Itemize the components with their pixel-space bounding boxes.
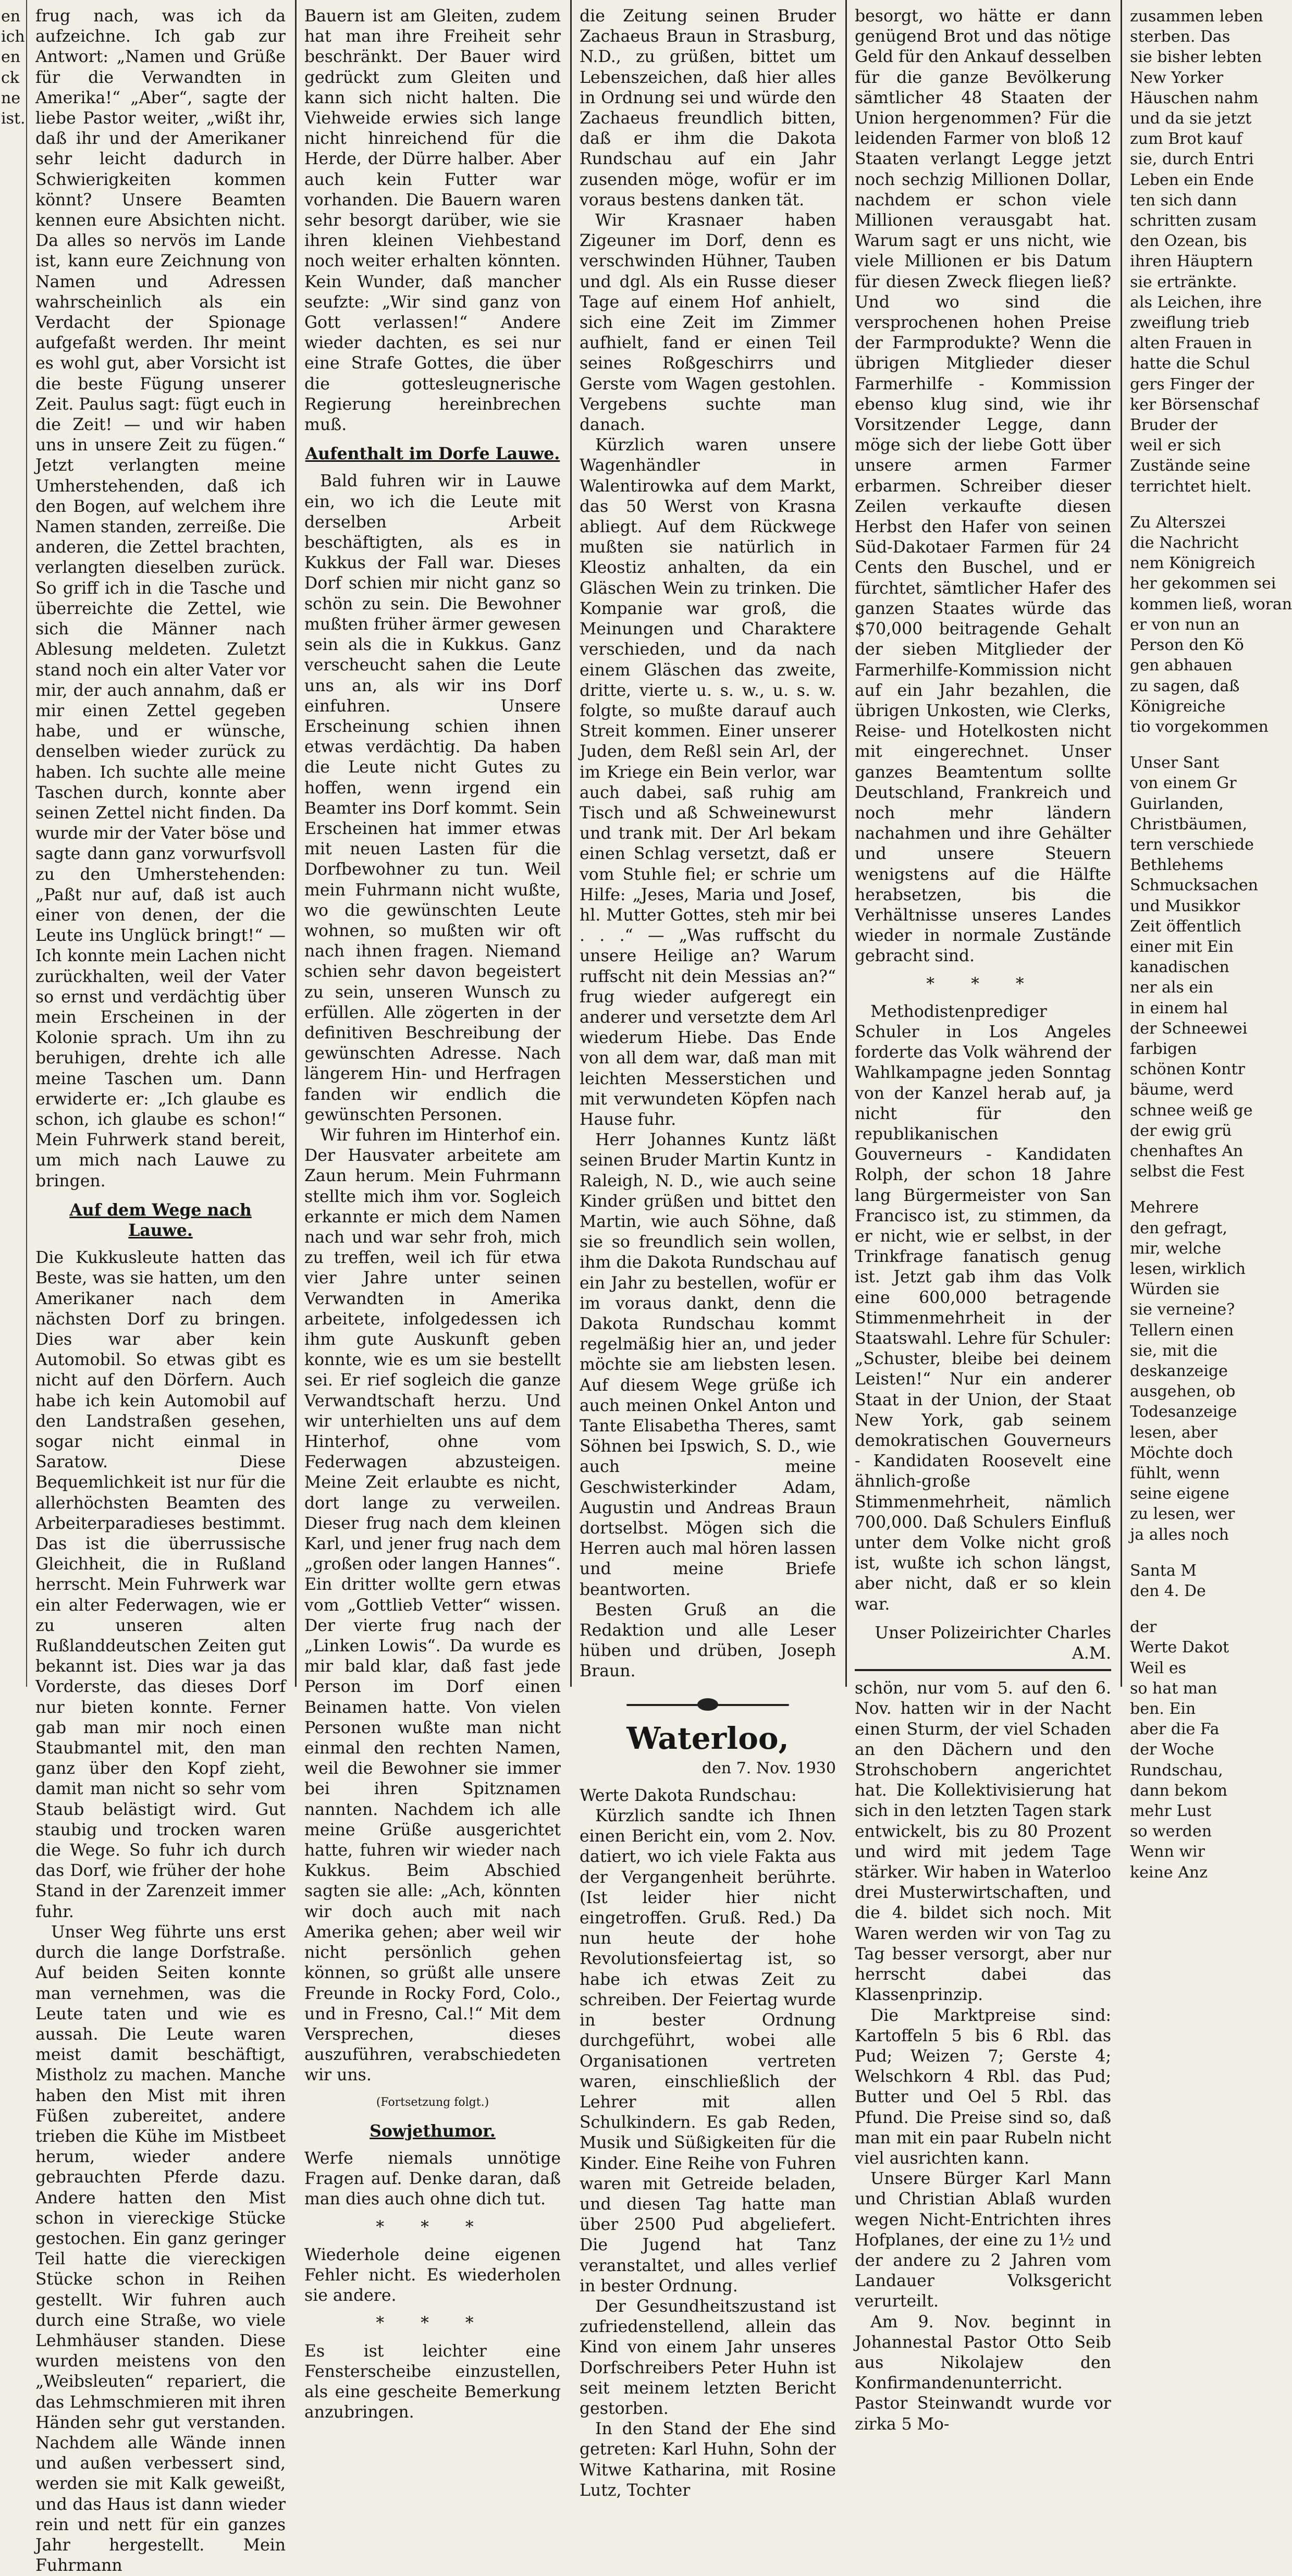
column-fragment-line: keine Anz	[1130, 1863, 1208, 1882]
column-fragment-line: ihren Häuptern	[1130, 252, 1253, 271]
column-fragment-line: als Leichen, ihre	[1130, 293, 1262, 312]
column-fragment-line: gers Finger der	[1130, 375, 1254, 394]
column-fragment-line: farbigen	[1130, 1039, 1197, 1058]
article-column-5-fragments	[1123, 0, 1292, 1882]
column-fragment-line: die Nachricht	[1130, 534, 1239, 553]
column-fragment-line: her gekommen sei	[1130, 574, 1276, 593]
column-fragment-line: zu lesen, wer	[1130, 1505, 1235, 1524]
humor-item: Werfe niemals unnötige Fragen auf. Denke daran, daß man dies auch ohne dich tut.	[304, 2149, 561, 2209]
letter-salutation: Werte Dakota Rundschau:	[580, 1786, 797, 1805]
column-fragment-line: ben. Ein	[1130, 1700, 1196, 1719]
double-rule	[855, 1669, 1111, 1671]
ornament-divider	[580, 1697, 836, 1712]
column-fragment-line: lesen, aber	[1130, 1423, 1218, 1442]
column-fragment-line: Zustände seine	[1130, 457, 1251, 475]
column-fragment-line: und da sie jetzt	[1130, 109, 1252, 128]
column-fragment-line: zu sagen, daß	[1130, 677, 1240, 695]
article-paragraph: Wir Krasnaer haben Zigeuner im Dorf, denn es verschwinden Hühner, Tauben und dgl. Als ein Russe dieser Tage auf einem Hof anhielt, sich eine Zeit im Zimmer aufhielt, fand er einen Teil seines Roßgeschirrs und Gerste vom Wagen gestohlen. Vergebens suchte man danach.	[580, 211, 836, 435]
column-rule	[26, 0, 27, 1687]
column-fragment-line: der	[1130, 1618, 1157, 1637]
column-fragment-line: Todesanzeige	[1130, 1403, 1237, 1421]
column-rule	[1121, 0, 1122, 1687]
column-fragment-line: ten sich dann	[1130, 191, 1237, 210]
author-signature: Unser Polizeirichter Charles A.M.	[875, 1623, 1111, 1663]
column-fragment-line: gen abhauen	[1130, 656, 1233, 675]
article-paragraph: Die Marktpreise sind: Kartoffeln 5 bis 6 Rbl. das Pud; Weizen 7; Gerste 4; Welschkorn 4 Rbl. das Pud; Butter und Oel 5 Rbl. das Pfund. Die Preise sind so, daß man mit ein paar Rubeln nicht viel ausrichten kann.	[855, 2006, 1111, 2168]
column-fragment-line: schönen Kontr	[1130, 1060, 1245, 1079]
article-column-1	[28, 0, 293, 2575]
left-margin-fragments	[0, 0, 24, 1687]
column-fragment-line: sie, mit die	[1130, 1341, 1218, 1360]
column-fragment-line: Königreiche	[1130, 697, 1226, 716]
humor-item: Wiederhole deine eigenen Fehler nicht. Es wiederholen sie andere.	[304, 2245, 561, 2305]
column-fragment-line: den Ozean, bis	[1130, 232, 1247, 251]
column-fragment-line: Weil es	[1130, 1659, 1187, 1677]
article-paragraph: Der Gesundheitszustand ist zufriedenstellend, allein das Kind von einem Jahr unseres Dorfschreibers Peter Huhn ist seit meinem letzten Bericht gestorben.	[580, 2297, 836, 2418]
column-rule	[295, 0, 297, 1687]
column-fragment-line: Würden sie	[1130, 1280, 1220, 1299]
article-paragraph: Unsere Bürger Karl Mann und Christian Ablaß wurden wegen Nicht-Entrichten ihres Hofplanes, der eine zu 1½ und der andere zu 2 Jahren vom Landauer Volksgericht verurteilt.	[855, 2169, 1111, 2311]
column-fragment-line: sie ertränkte.	[1130, 273, 1237, 291]
column-fragment-line: Guirlanden,	[1130, 794, 1224, 813]
column-fragment-line: lesen, wirklich	[1130, 1259, 1246, 1278]
column-fragment-line: weil er sich	[1130, 436, 1221, 455]
column-fragment-line: Mehrere	[1130, 1198, 1199, 1217]
section-heading: Aufenthalt im Dorfe Lauwe.	[305, 444, 560, 464]
margin-fragment: en	[1, 48, 21, 67]
column-fragment-line: seine eigene	[1130, 1485, 1229, 1503]
column-fragment-line: kanadischen	[1130, 958, 1229, 977]
column-fragment-line: Tellern einen	[1130, 1321, 1234, 1340]
column-fragment-line: so werden	[1130, 1822, 1212, 1841]
column-rule	[570, 0, 572, 1687]
section-heading: Sowjethumor.	[370, 2121, 496, 2141]
article-paragraph: Bauern ist am Gleiten, zudem hat man ihre Freiheit sehr beschränkt. Der Bauer wird gedrückt zum Gleiten und kann sich nicht halten. Die Viehweide erwies sich lange nicht hinreichend für die Herde, der Dürre halber. Aber auch kein Futter war vorhanden. Die Bauern waren sehr besorgt darüber, wie sie ihren kleinen Viehbestand noch weiter erhalten könnten. Kein Wunder, daß mancher seufzte: „Wir sind ganz von Gott verlassen!“ Andere wieder dachten, es sei nur eine Strafe Gottes, die über die gottesleugnerische Regierung hereinbrechen muß.	[304, 7, 561, 435]
column-fragment-line: zusammen leben	[1130, 7, 1263, 26]
continued-note: (Fortsetzung folgt.)	[376, 2095, 489, 2109]
column-fragment-line: mehr Lust	[1130, 1802, 1212, 1821]
separator-stars: * * *	[926, 974, 1040, 993]
column-fragment-line: Christbäumen,	[1130, 815, 1248, 833]
column-fragment-line: Person den Kö	[1130, 636, 1244, 655]
column-fragment-line: Santa M	[1130, 1561, 1197, 1580]
column-fragment-line: der Schneewei	[1130, 1019, 1248, 1038]
article-paragraph: besorgt, wo hätte er dann genügend Brot und das nötige Geld für den Ankauf desselben für die ganze Bevölkerung sämtlicher 48 Staaten der Union hergenommen? Für die leidenden Farmer von bloß 12 Staaten verlangt Legge jetzt noch sechzig Millionen Dollar, nachdem er schon viele Millionen verausgabt hat. Warum sagt er uns nicht, wie viele Millionen er bis Datum für diesen Zweck fliegen ließ? Und wo sind die versprochenen hohen Preise der Farmprodukte? Wenn die übrigen Mitglieder dieser Farmerhilfe - Kommission ebenso klug sind, wie ihr Vorsitzender Legge, dann möge sich der liebe Gott über unsere armen Farmer erbarmen. Schreiber dieser Zeilen verkaufte diesen Herbst den Hafer von seinen Süd-Dakotaer Farmen für 24 Cents den Buschel, und er fürchtet, sämtlicher Hafer des ganzen Staates würde das $70,000 beitragende Gehalt der sieben Mitglieder der Farmerhilfe-Kommission nicht auf ein Jahr bezahlen, die übrigen Unkosten, wie Clerks, Reise- und Hotelkosten nicht mit eingerechnet. Unser ganzes Beamtentum sollte Deutschland, Frankreich und noch mehr ländern nachahmen und ihre Gehälter und unsere Steuern wenigstens auf die Hälfte herabsetzen, bis die Verhältnisse unseres Landes wieder in normale Zustände gebracht sind.	[855, 7, 1111, 966]
column-fragment-line: aber die Fa	[1130, 1720, 1220, 1739]
column-fragment-line: Wenn wir	[1130, 1843, 1205, 1861]
article-paragraph: In den Stand der Ehe sind getreten: Karl Huhn, Sohn der Witwe Katharina, mit Rosine Lutz, Tochter	[580, 2420, 836, 2500]
column-fragment-line: Unser Sant	[1130, 754, 1220, 772]
column-fragment-line: und Musikkor	[1130, 897, 1240, 915]
humor-item: Es ist leichter eine Fensterscheibe einzustellen, als eine gescheite Bemerkung anzubringen.	[304, 2341, 561, 2422]
column-fragment-line: schnee weiß ge	[1130, 1101, 1253, 1120]
column-fragment-line: zweiflung trieb	[1130, 314, 1250, 333]
article-column-4	[847, 0, 1118, 2434]
column-fragment-line: den 4. De	[1130, 1582, 1206, 1601]
column-fragment-line: tern verschiede	[1130, 835, 1254, 854]
dateline-heading: Waterloo,	[626, 1720, 789, 1756]
column-fragment-line: hatte die Schul	[1130, 354, 1250, 373]
column-fragment-line: alten Frauen in	[1130, 334, 1252, 353]
column-fragment-line: schritten zusam	[1130, 212, 1257, 230]
column-fragment-line: sterben. Das	[1130, 28, 1231, 46]
article-paragraph: frug nach, was ich da aufzeichne. Ich gab zur Antwort: „Namen und Grüße für die Verwandten in Amerika!“ „Aber“, sagte der liebe Pastor weiter, „wißt ihr, daß ihr und der Amerikaner sehr leicht dadurch in Schwierigkeiten kommen könnt? Unsere Beamten kennen eure Absichten nicht. Da alles so nervös im Lande ist, kann eure Zeichnung von Namen und Adressen wahrscheinlich als ein Verdacht der Spionage aufgefaßt werden. Ihr meint es wohl gut, aber Vorsicht ist die beste Fügung unserer Zeit. Paulus sagt: fügt euch in die Zeit! — und wir haben uns in unsere Zeit zu fügen.“ Jetzt verlangten meine Umherstehenden, daß ich den Bogen, auf welchem ihre Namen standen, zerreiße. Die anderen, die Zettel brachten, verlangten dieselben zurück. So griff ich in die Tasche und überreichte die Zettel, wie sich die Männer nach Ablesung meldeten. Zuletzt stand noch ein alter Vater vor mir, der auch annahm, daß er mir einen Zettel gegeben habe, und er wünsche, denselben wieder zurück zu haben. Ich suchte alle meine Taschen durch, konnte aber seinen Zettel nicht finden. Da wurde mir der Vater böse und sagte dann ganz vorwurfsvoll zu den Umherstehenden: „Paßt nur auf, daß ist auch einer von denen, der die Leute ins Unglück bringt!“ — Ich konnte mein Lachen nicht zurückhalten, weil der Vater so ernst und verdächtig über mein Erscheinen in der Kolonie sprach. Um ihn zu beruhigen, drehte ich alle meine Taschen um. Dann erwiderte er: „Ich glaube es schon, ich glaube es schon!“ Mein Fuhrwerk stand bereit, um mich nach Lauwe zu bringen.	[35, 7, 286, 1191]
column-fragment-line: in einem hal	[1130, 999, 1228, 1017]
article-paragraph: Am 9. Nov. beginnt in Johannestal Pastor Otto Seib aus Nikolajew den Konfirmandenunterricht. Pastor Steinwandt wurde vor zirka 5 Mo-	[855, 2312, 1111, 2434]
margin-fragment: en	[1, 7, 21, 26]
article-column-3	[572, 0, 843, 2500]
column-fragment-line: Zu Alterszei	[1130, 513, 1226, 532]
article-paragraph: die Zeitung seinen Bruder Zachaeus Braun in Strasburg, N.D., zu grüßen, bittet um Lebenszeichen, daß hier alles in Ordnung sei und würde den Zachaeus freundlich bitten, daß er ihm die Dakota Rundschau auf ein Jahr zusenden möge, wofür er im voraus bestens danken tät.	[580, 7, 836, 210]
article-paragraph: Methodistenprediger Schuler in Los Angeles forderte das Volk während der Wahlkampagne jeden Sonntag von der Kanzel herab auf, ja nicht für den republikanischen Gouverneurs - Kandidaten Rolph, der schon 18 Jahre lang Bürgermeister von San Francisco ist, zu stimmen, da er nicht, wie er selbst, in der Trinkfrage fanatisch genug ist. Jetzt gab ihm das Volk eine 600,000 betragende Stimmenmehrheit in der Staatswahl. Lehre für Schuler: „Schuster, bleibe bei deinem Leisten!“ Nur ein anderer Staat in der Union, der Staat New York, gab seinem demokratischen Gouverneurs - Kandidaten Roosevelt eine ähnlich-große Stimmenmehrheit, nämlich 700,000. Daß Schulers Einfluß unter dem Volke nicht groß ist, wußte ich schon längst, aber nicht, daß er so klein war.	[855, 1002, 1111, 1614]
article-paragraph: Bald fuhren wir in Lauwe ein, wo ich die Leute mit derselben Arbeit beschäftigten, als es in Kukkus der Fall war. Dieses Dorf schien mir nicht ganz so schön zu sein. Die Bewohner mußten früher ärmer gewesen sein als die in Kukkus. Ganz verscheucht sahen die Leute uns an, als wir ins Dorf einfuhren. Unsere Erscheinung schien ihnen etwas verdächtig. Da haben die Leute nicht Gutes zu hoffen, wenn irgend ein Beamter ins Dorf kommt. Sein Erscheinen hat immer etwas mit neuen Lasten für die Dorfbewohner zu tun. Weil mein Fuhrmann nicht wußte, wo die gewünschten Leute wohnen, so mußten wir oft nach ihnen fragen. Niemand schien sehr davon begeistert zu sein, unseren Wunsch zu erfüllen. Alle zögerten in der definitiven Beschreibung der gewünschten Adresse. Nach längerem Hin- und Herfragen fanden wir endlich die gewünschten Personen.	[304, 472, 561, 1124]
column-fragment-line: deskanzeige	[1130, 1362, 1228, 1380]
column-fragment-line: nem Königreich	[1130, 554, 1256, 573]
column-fragment-line: ner als ein	[1130, 978, 1214, 997]
dateline-date: den 7. Nov. 1930	[702, 1759, 836, 1777]
column-fragment-line: Zeit öffentlich	[1130, 917, 1241, 936]
margin-fragment: ck	[1, 68, 19, 87]
article-paragraph: Wir fuhren im Hinterhof ein. Der Hausvater arbeitete am Zaun herum. Mein Fuhrmann stellte mich ihm vor. Sogleich erkannte er mich dem Namen nach und war sehr froh, mich zu treffen, weil ich für etwa vier Jahre unter seinen Verwandten in Amerika arbeitete, infolgedessen ich ihm gute Auskunft geben konnte, wie es um sie bestellt sei. Er rief sogleich die ganze Verwandtschaft herzu. Und wir unterhielten uns auf dem Hinterhof, ohne vom Federwagen abzusteigen. Meine Zeit erlaubte es nicht, dort lange zu verweilen. Dieser frug nach dem kleinen Karl, und jener frug nach dem „großen oder langen Hannes“. Ein dritter wollte gern etwas vom „Gottlieb Vetter“ wissen. Der vierte frug nach der „Linken Lowis“. Da wurde es mir bald klar, daß fast jede Person im Dorf einen Beinamen hatte. Von vielen Personen wußte man nicht einmal den rechten Namen, weil die Bewohner sie immer bei ihren Spitznamen nannten. Nachdem ich alle meine Grüße ausgerichtet hatte, fuhren wir wieder nach Kukkus. Beim Abschied sagten sie alle: „Ach, könnten wir doch auch mit nach Amerika gehen; aber weil wir nicht persönlich gehen können, so grüßt alle unsere Freunde in Rocky Ford, Colo., und in Fresno, Cal.!“ Mit dem Versprechen, dieses auszuführen, verabschiedeten wir uns.	[304, 1125, 561, 2085]
column-fragment-line: der Woche	[1130, 1740, 1214, 1759]
column-fragment-line: sie verneine?	[1130, 1301, 1235, 1319]
column-fragment-line: der ewig grü	[1130, 1121, 1232, 1140]
column-fragment-line: Bethlehems	[1130, 856, 1224, 875]
article-column-2	[297, 0, 568, 2422]
margin-fragment: ich	[1, 28, 25, 46]
column-fragment-line: bäume, werd	[1130, 1081, 1234, 1099]
separator-stars: * * *	[376, 2314, 489, 2333]
column-fragment-line: tio vorgekommen	[1130, 717, 1269, 736]
column-fragment-line: Schmucksachen	[1130, 876, 1258, 895]
article-paragraph: Herr Johannes Kuntz läßt seinen Bruder Martin Kuntz in Raleigh, N. D., wie auch seine Kinder grüßen und bittet den Martin, wie auch Söhne, daß sie so freundlich sein wollen, ihm die Dakota Rundschau auf ein Jahr zu bestellen, wofür er im voraus dankt, denn die Dakota Rundschau kommt regelmäßig hier an, und jeder möchte sie am liebsten lesen. Auf diesem Wege grüße ich auch meinen Onkel Anton und Tante Elisabetha Theres, samt Söhnen bei Ipswich, S. D., wie auch meine Geschwisterkinder Adam, Augustin und Andreas Braun dortselbst. Mögen sich die Herren auch mal hören lassen und meine Briefe beantworten.	[580, 1131, 836, 1599]
column-fragment-line: chenhaftes An	[1130, 1142, 1244, 1160]
column-fragment-line: ja alles noch	[1130, 1525, 1229, 1544]
margin-fragment: ist.	[1, 109, 26, 128]
column-fragment-line: Rundschau,	[1130, 1761, 1223, 1780]
column-fragment-line: dann bekom	[1130, 1781, 1227, 1800]
article-paragraph: Besten Gruß an die Redaktion und alle Leser hüben und drüben, Joseph Braun.	[580, 1600, 836, 1681]
column-fragment-line: Leben ein Ende	[1130, 170, 1254, 189]
column-fragment-line: den gefragt,	[1130, 1219, 1227, 1237]
column-fragment-line: mir, welche	[1130, 1239, 1222, 1258]
column-fragment-line: Möchte doch	[1130, 1443, 1233, 1462]
article-paragraph: Kürzlich waren unsere Wagenhändler in Walentirowka auf dem Markt, das 50 Werst von Krasna abliegt. Auf dem Rückwege mußten sie natürlich in Kleostiz anhalten, da ein Gläschen Wein zu trinken. Die Kompanie war groß, die Meinungen und Charaktere verschieden, und da nach einem Gläschen das zweite, dritte, vierte u. s. w., u. s. w. folgte, so mußte darauf auch Streit kommen. Einer unserer Juden, dem Reßl sein Arl, der im Kriege ein Bein verlor, war auch dabei, saß ruhig am Tisch und aß Schweinewurst und trank mit. Der Arl bekam einen Schlag versetzt, daß er vom Stuhle fiel; er schrie um Hilfe: „Jeses, Maria und Josef, hl. Mutter Gottes, steh mir bei . . .“ — „Was ruffscht du unsere Heilige an? Warum ruffscht nit dein Messias an?“ frug wieder aufgeregt ein anderer und versetzte dem Arl wiederum Hiebe. Das Ende von all dem war, daß man mit leichten Messerstichen und mit verwundeten Köpfen nach Hause fuhr.	[580, 436, 836, 1129]
column-fragment-line: ausgehen, ob	[1130, 1382, 1236, 1401]
column-fragment-line: selbst die Fest	[1130, 1162, 1245, 1181]
column-fragment-line: Werte Dakot	[1130, 1638, 1229, 1657]
column-fragment-line: fühlt, wenn	[1130, 1464, 1220, 1483]
column-fragment-line: zum Brot kauf	[1130, 130, 1242, 149]
column-rule	[845, 0, 847, 1687]
column-fragment-line: einer mit Ein	[1130, 937, 1234, 956]
column-fragment-line: kommen ließ, woran	[1130, 595, 1292, 614]
column-fragment-line: von einem Gr	[1130, 774, 1237, 793]
margin-fragment: ne	[1, 89, 21, 107]
column-fragment-line: Bruder der	[1130, 416, 1217, 435]
article-paragraph: Die Kukkusleute hatten das Beste, was sie hatten, um den Amerikaner nach dem nächsten Dorf zu bringen. Dies war aber kein Automobil. So etwas gibt es nicht auf den Dörfern. Auch habe ich kein Automobil auf den Landstraßen gesehen, sogar nicht einmal in Saratow. Diese Bequemlichkeit ist nur für die allerhöchsten Beamten des Arbeiterparadieses bestimmt. Das ist die überrussische Gleichheit, die in Rußland herrscht. Mein Fuhrwerk war ein alter Federwagen, wie er zu unseren alten Rußlanddeutschen Zeiten gut bekannt ist. Dies war ja das Vorderste, das dieses Dorf nur bieten konnte. Ferner gab man mir noch einen Staubmantel mit, den man ganz über den Kopf zieht, damit man nicht so sehr vom Staub belästigt wird. Gut staubig und trocken waren die Wege. So fuhr ich durch das Dorf, wie früher der hohe Stand in der Zarenzeit immer fuhr.	[35, 1248, 286, 1921]
column-fragment-line: er von nun an	[1130, 615, 1240, 634]
column-fragment-line: ker Börsenschaf	[1130, 395, 1259, 414]
column-fragment-line: so hat man	[1130, 1679, 1217, 1698]
column-fragment-line: New Yorker	[1130, 68, 1224, 87]
column-fragment-line: sie, durch Entri	[1130, 150, 1254, 169]
article-paragraph: Kürzlich sandte ich Ihnen einen Bericht ein, vom 2. Nov. datiert, wo ich viele Fakta aus der Vergangenheit berührte. (Ist leider hier nicht eingetroffen. Gruß. Red.) Da nun heute der hohe Revolutionsfeiertag ist, so habe ich etwas Zeit zu schreiben. Der Feiertag wurde in bester Ordnung durchgeführt, wobei alle Organisationen vertreten waren, einschließlich der Lehrer mit allen Schulkindern. Es gab Reden, Musik und Süßigkeiten für die Kinder. Eine Reihe von Fuhren waren mit Getreide beladen, und diesen Tag hatte man über 2500 Pud abgeliefert. Die Jugend hat Tanz veranstaltet, und alles verlief in bester Ordnung.	[580, 1807, 836, 2296]
column-fragment-line: Häuschen nahm	[1130, 89, 1259, 107]
column-fragment-line: sie bisher lebten	[1130, 48, 1262, 67]
section-heading: Auf dem Wege nach Lauwe.	[69, 1200, 252, 1240]
article-paragraph: Unser Weg führte uns erst durch die lange Dorfstraße. Auf beiden Seiten konnte man vernehmen, was die Leute taten und wie es aussah. Die Leute waren meist damit beschäftigt, Mistholz zu machen. Manche haben den Mist mit ihren Füßen zubereitet, andere trieben die Kühe im Mistbeet herum, wieder andere gebrauchten Pferde dazu. Andere hatten den Mist schon in viereckige Stücke gestochen. Ein ganz geringer Teil hatte die viereckigen Stücke schon in Reihen gestellt. Wir fuhren auch durch eine Straße, wo viele Lehmhäuser standen. Diese wurden meistens von den „Weibsleuten“ repariert, die das Lehmschmieren mit ihren Händen sehr gut verstanden. Nachdem alle Wände innen und außen verbessert sind, werden sie mit Kalk geweißt, und das Haus ist dann wieder rein und nett für ein ganzes Jahr hergestellt. Mein Fuhrmann	[35, 1922, 286, 2575]
separator-stars: * * *	[376, 2217, 489, 2237]
article-paragraph: schön, nur vom 5. auf den 6. Nov. hatten wir in der Nacht einen Sturm, der viel Schaden an den Dächern und den Strohschobern angerichtet hat. Die Kollektivisierung hat sich in den letzten Tagen stark entwickelt, bis zu 80 Prozent und wird mit jedem Tage stärker. Wir haben in Waterloo drei Musterwirtschaften, und die 4. bildet sich noch. Mit Waren werden wir von Tag zu Tag besser versorgt, aber nur herrscht dabei das Klassenprinzip.	[855, 1679, 1111, 2005]
column-fragment-line: terrichtet hielt.	[1130, 477, 1252, 496]
